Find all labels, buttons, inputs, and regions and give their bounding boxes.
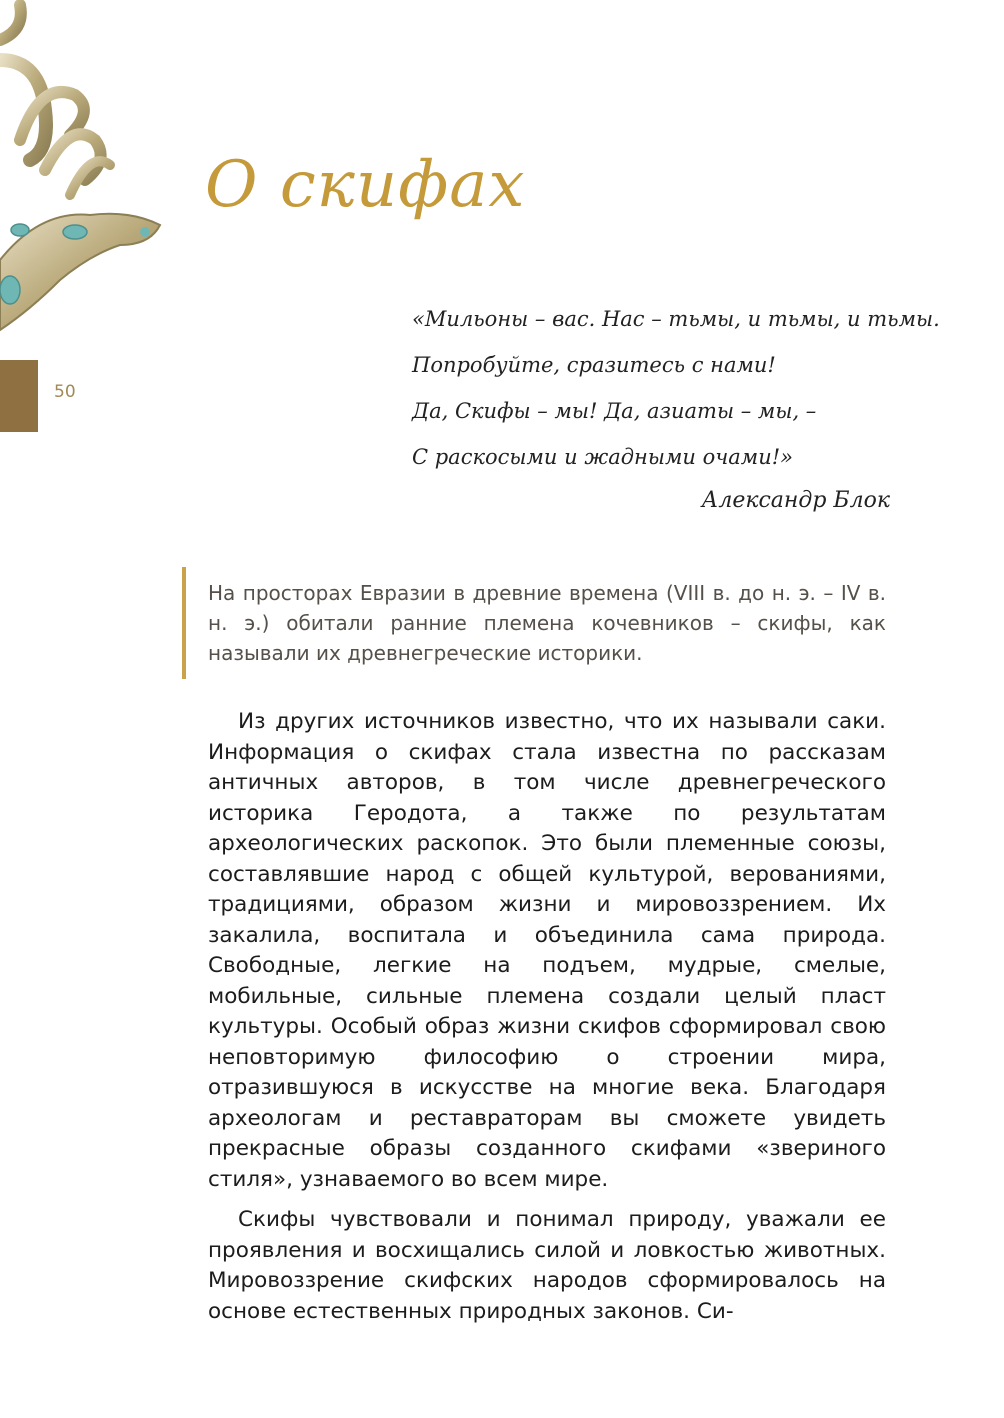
body-paragraph: Из других источников известно, что их называли саки. Информация о скифах стала известна по рассказам античных авторов, в том числе древнегреческого историка Геродота, а также по результатам археологических раскопок. Это были племенные союзы, составлявшие народ с общей культурой, верованиями, традициями, образом жизни и мировоззрением. Их закалила, воспитала и объединила сама природа. Свободные, легкие на подъем, мудрые, смелые, мобильные, сильные племена создали целый пласт культуры. Особый образ жизни скифов сформировал свою неповторимую философию о строении мира, отразившуюся в искусстве на многие века. Благодаря археологам и реставраторам вы сможете увидеть прекрасные образы созданного скифами «звериного стиля», узнаваемого во всем мире. <box>208 709 886 1192</box>
page-tab-marker <box>0 360 38 432</box>
epigraph-line: С раскосыми и жадными очами!» <box>412 445 794 469</box>
epigraph <box>412 296 940 524</box>
page-number: 50 <box>54 382 76 402</box>
epigraph-line: «Мильоны – вас. Нас – тьмы, и тьмы, и тьмы. <box>412 307 940 331</box>
epigraph-author: Александр Блок <box>701 488 890 513</box>
lead-paragraph: На просторах Евразии в древние времена (VIII в. до н. э. – IV в. н. э.) обитали ранние племена кочевников – скифы, как называли их древнегреческие историки. <box>208 581 886 665</box>
page-title: О скифах <box>205 148 526 222</box>
body-paragraph: Скифы чувствовали и понимал природу, уважали ее проявления и восхищались силой и ловкостью животных. Мировоззрение скифских народов сформировалось на основе естественных природных законов. Си- <box>208 1207 886 1324</box>
epigraph-line: Да, Скифы – мы! Да, азиаты – мы, – <box>412 399 817 423</box>
lead-accent-bar <box>182 567 186 679</box>
golden-deer-ornament-icon <box>0 0 170 340</box>
body-text <box>208 707 886 1337</box>
epigraph-line: Попробуйте, сразитесь с нами! <box>412 353 776 377</box>
